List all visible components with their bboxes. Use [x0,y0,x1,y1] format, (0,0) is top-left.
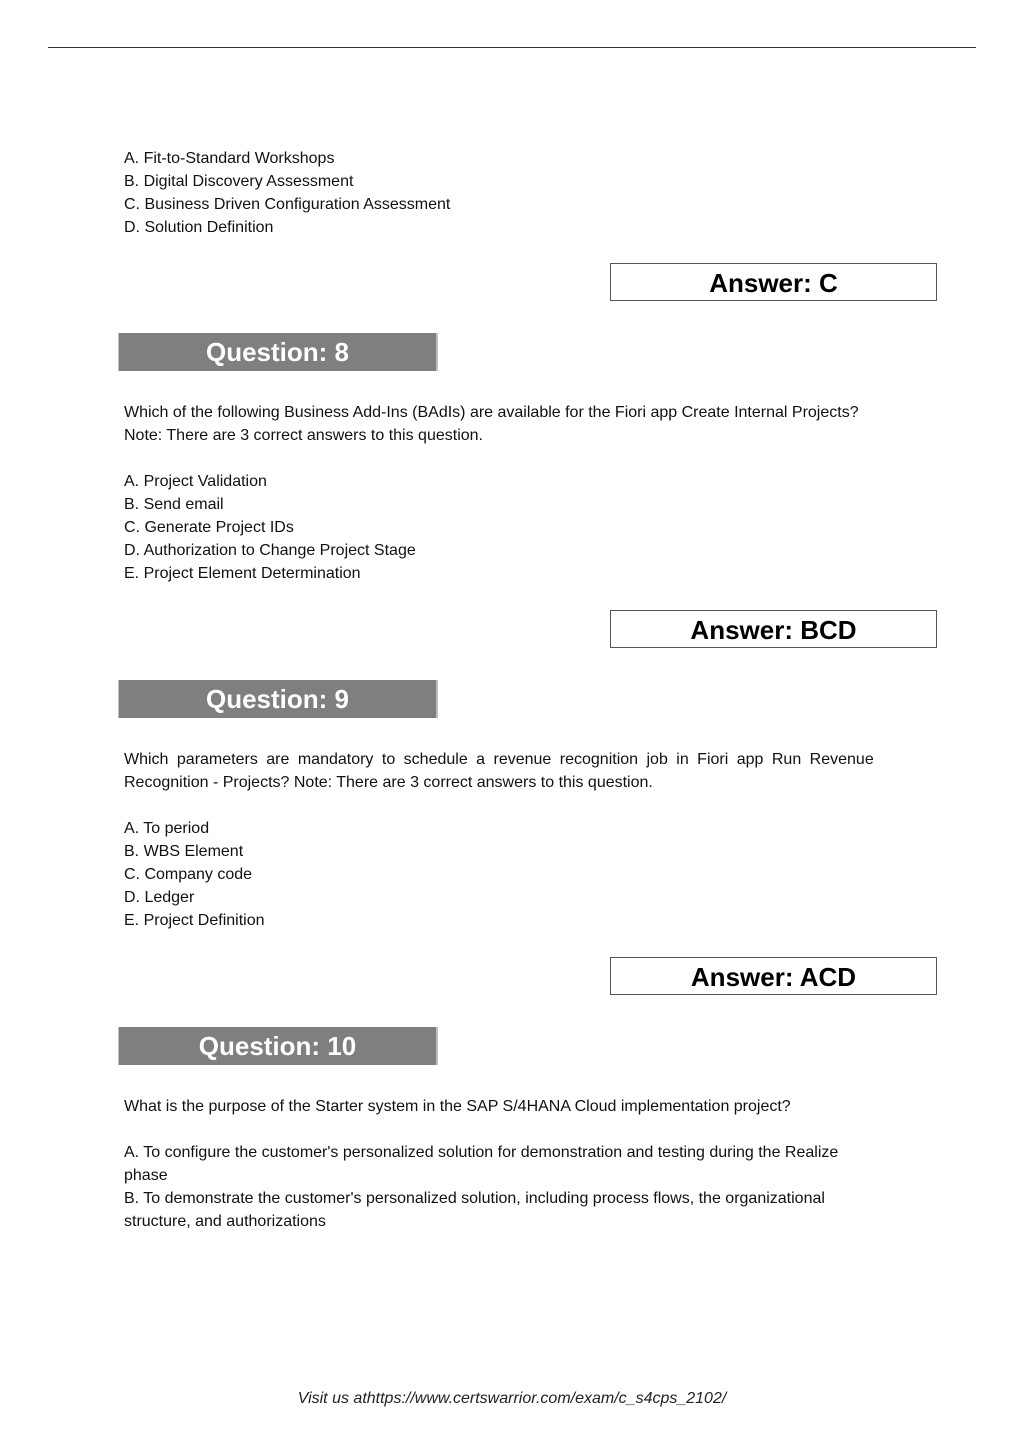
q9-option-c: C. Company code [124,866,253,883]
footer-visit-link[interactable]: Visit us athttps://www.certswarrior.com/exam/c_s4cps_2102/ [297,1390,727,1407]
q9-answer-box: Answer: ACD [610,957,937,995]
q8-option-b: B. Send email [124,496,224,513]
q10-text: What is the purpose of the Starter system in the SAP S/4HANA Cloud implementation project? [124,1098,791,1115]
q9-question-text [124,748,929,794]
q10-option-a-line2: phase [124,1167,168,1184]
q7-answer-box: Answer: C [610,263,937,301]
q10-question-text [124,1095,929,1118]
q9-option-d: D. Ledger [124,889,195,906]
q7-option-d: D. Solution Definition [124,219,274,236]
q10-options [124,1141,929,1233]
q10-option-a-line1: A. To configure the customer's personalized solution for demonstration and testing during the Realize [124,1144,839,1161]
q8-option-d: D. Authorization to Change Project Stage [124,542,416,559]
q9-text-line2: Recognition - Projects? Note: There are 3 correct answers to this question. [124,774,653,791]
q7-option-a: A. Fit-to-Standard Workshops [124,150,335,167]
q8-title-bar: Question: 8 [118,333,438,371]
q8-option-e: E. Project Element Determination [124,565,361,582]
q9-options [124,817,929,932]
q9-option-e: E. Project Definition [124,912,265,929]
q8-text-line2: Note: There are 3 correct answers to this question. [124,427,483,444]
q8-text-line1: Which of the following Business Add-Ins (BAdIs) are available for the Fiori app Create Internal Projects? [124,404,859,421]
q8-answer-box: Answer: BCD [610,610,937,648]
q7-option-c: C. Business Driven Configuration Assessment [124,196,451,213]
q10-option-b-line2: structure, and authorizations [124,1213,326,1230]
q8-option-c: C. Generate Project IDs [124,519,294,536]
q7-options [124,147,929,239]
q9-title-bar: Question: 9 [118,680,438,718]
q9-option-b: B. WBS Element [124,843,244,860]
q8-options [124,470,929,585]
q9-text-line1: Which parameters are mandatory to schedule a revenue recognition job in Fiori app Run Revenue [124,751,874,768]
q10-title-bar: Question: 10 [118,1027,438,1065]
q9-option-a: A. To period [124,820,210,837]
header-rule [48,47,976,48]
q8-question-text [124,401,929,447]
q10-option-b-line1: B. To demonstrate the customer's personalized solution, including process flows, the organizational [124,1190,825,1207]
q7-option-b: B. Digital Discovery Assessment [124,173,354,190]
q8-option-a: A. Project Validation [124,473,267,490]
